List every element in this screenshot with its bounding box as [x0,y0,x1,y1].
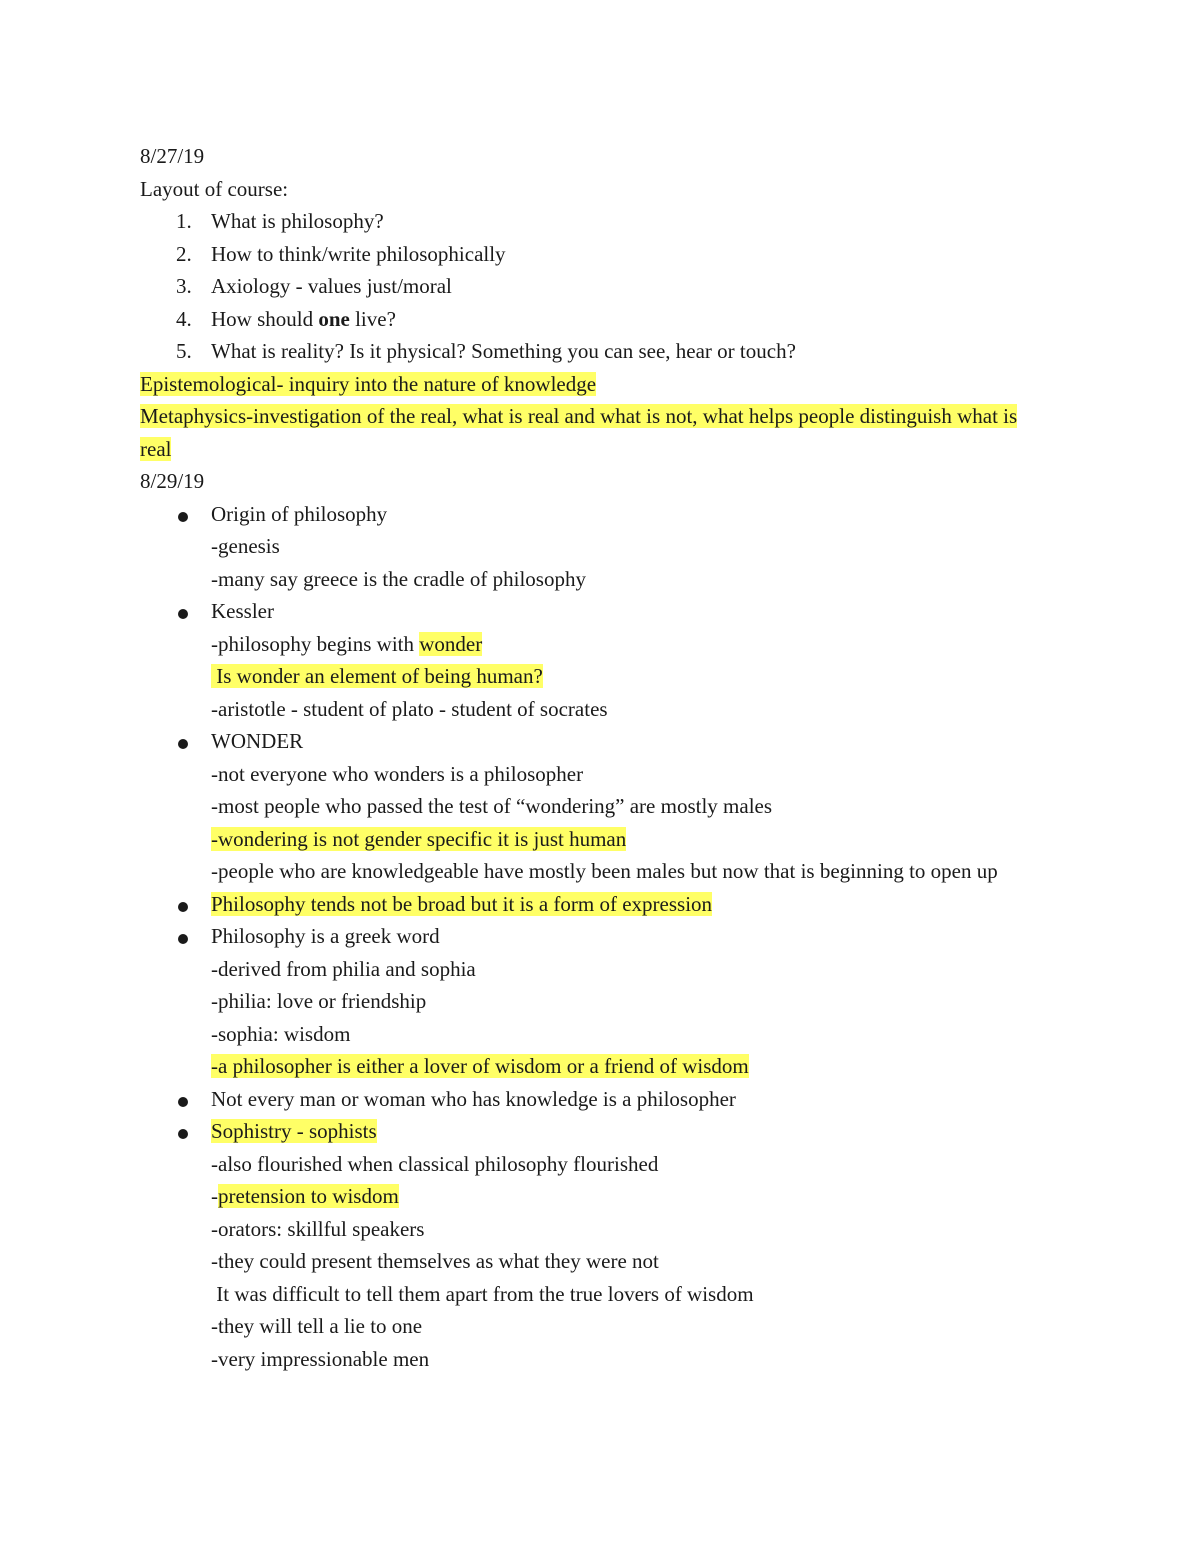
sub-line: -orators: skillful speakers [211,1216,425,1241]
bullet-title: Origin of philosophy [211,501,388,526]
list-number: 1. [176,209,192,233]
sub-line: -most people who passed the test of “wondering” are mostly males [211,794,773,818]
sub-line: -derived from philia and sophia [211,956,476,981]
highlight-text: -wondering is not gender specific it is just human [211,826,627,851]
sub-line: It was difficult to tell them apart from the true lovers of wisdom [211,1281,754,1306]
highlight-text: Sophistry - sophists [211,1119,377,1143]
bullet-title: Philosophy is a greek word [211,924,440,948]
bullet-title: WONDER [211,729,304,753]
list-item [140,270,1060,303]
list-item [140,238,1060,271]
bullet-item [140,498,1060,531]
highlight-text: Philosophy tends not be broad but it is a form of expression [211,891,713,916]
sub-line: -also flourished when classical philosophy flourished [211,1151,659,1176]
sub-line: -many say greece is the cradle of philosophy [211,566,586,591]
sub-line [140,660,1060,693]
highlight-text: -a philosopher is either a lover of wisdom or a friend of wisdom [211,1054,749,1078]
sub-line: -genesis [211,534,280,558]
list-item-text: How to think/write philosophically [211,241,506,266]
bold-word: one [318,306,350,331]
sub-line: -not everyone who wonders is a philosopher [211,761,584,786]
bullet-item [140,920,1060,953]
bullet-dot-icon [178,739,188,749]
highlight-text: Is wonder an element of being human? [211,664,543,688]
layout-heading: Layout of course: [140,176,289,201]
list-item-text: live? [349,306,396,331]
list-item [140,335,1060,368]
bullet-dot-icon [178,934,188,944]
list-number: 3. [176,274,192,298]
bullet-dot-icon [178,609,188,619]
epistemology-line [140,368,1060,401]
bullet-title: Not every man or woman who has knowledge is a philosopher [211,1086,736,1111]
bullet-title: Kessler [211,599,274,623]
metaphysics-definition: Metaphysics-investigation of the real, what is real and what is not, what helps people distinguish what is real [140,404,1018,461]
bullet-dot-icon [178,1129,188,1139]
sub-text: -philosophy begins with [211,631,420,656]
sub-line [140,1180,1060,1213]
sub-line: -they will tell a lie to one [211,1314,423,1338]
sub-line: -very impressionable men [211,1346,430,1371]
bullet-dot-icon [178,1097,188,1107]
course-list [140,205,1060,368]
sub-line [140,823,1060,856]
list-number: 5. [176,339,192,363]
bullet-dot-icon [178,902,188,912]
sub-line [140,1050,1060,1083]
bullet-item [140,888,1060,921]
highlight-text: pretension to wisdom [218,1184,399,1208]
list-item-text: Axiology - values just/moral [211,274,452,298]
notes-page [140,140,1060,1375]
sub-line: -sophia: wisdom [211,1021,351,1046]
bullet-item [140,1083,1060,1116]
bullet-item [140,725,1060,758]
sub-line: -aristotle - student of plato - student of socrates [211,696,608,721]
list-item [140,205,1060,238]
date-heading: 8/29/19 [140,469,205,493]
bullet-item [140,595,1060,628]
list-item-text: How should [211,306,319,331]
list-number: 2. [176,241,192,266]
metaphysics-line [140,400,1050,465]
highlight-text: wonder [419,631,483,656]
sub-line: -people who are knowledgeable have mostly been males but now that is beginning to open up [211,859,998,883]
list-item [140,303,1060,336]
list-number: 4. [176,306,192,331]
date-heading: 8/27/19 [140,144,205,168]
sub-line: -they could present themselves as what they were not [211,1249,659,1273]
sub-line [140,628,1060,661]
sub-line: -philia: love or friendship [211,989,427,1013]
sub-text: - [211,1184,218,1208]
bullet-item [140,1115,1060,1148]
epistemology-definition: Epistemological- inquiry into the nature of knowledge [140,371,597,396]
list-item-text: What is reality? Is it physical? Something you can see, hear or touch? [211,339,796,363]
list-item-text: What is philosophy? [211,209,384,233]
bullet-dot-icon [178,512,188,522]
